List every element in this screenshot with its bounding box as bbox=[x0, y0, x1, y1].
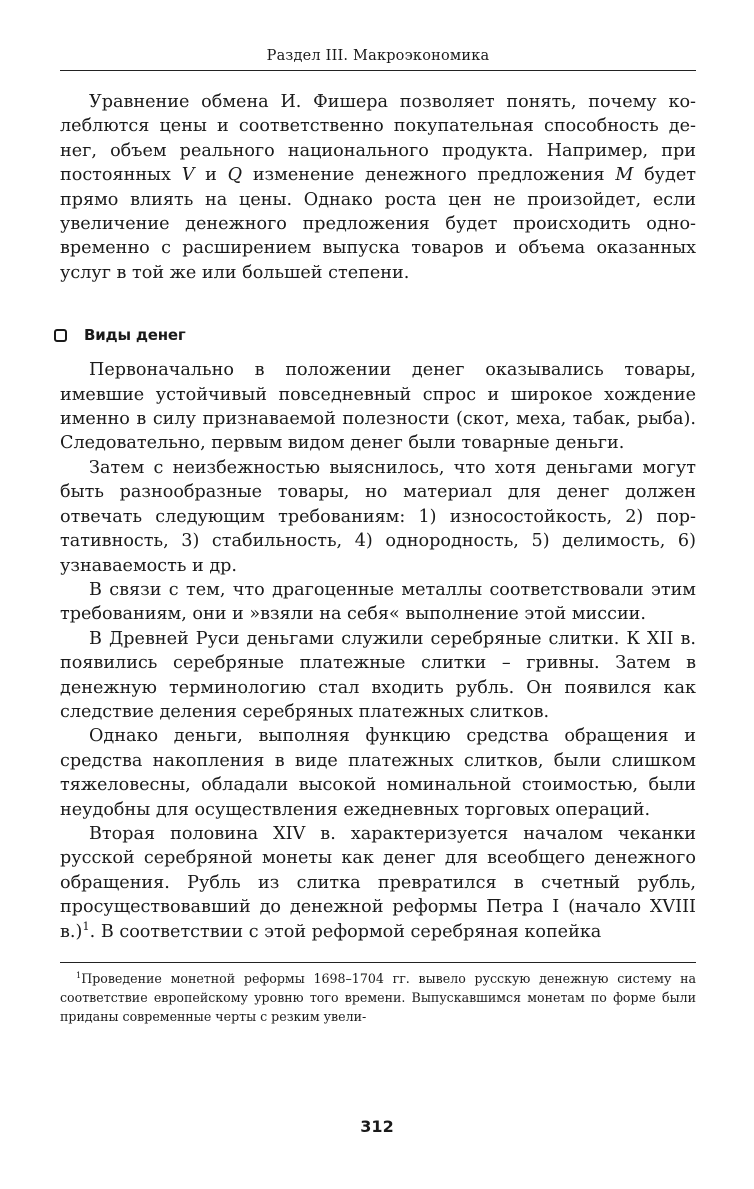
text-run: Вторая половина XIV в. характеризуется началом чеканки русской серебряной монеты как денег для всеобщего денежного обращения. Рубль из слитка превратился в счетный рубль, просуществовавший до денежной реформы Петра I (начало XVIII в.) bbox=[60, 823, 696, 942]
paragraph: В связи с тем, что драгоценные металлы соответствовали этим требованиям, они и »взяли на себя« выполнение этой миссии. bbox=[60, 579, 696, 625]
text-run: изменение денежного предложения bbox=[242, 165, 616, 186]
book-page bbox=[60, 48, 696, 1026]
variable-q: Q bbox=[227, 165, 243, 186]
paragraph: В Древней Руси деньгами служили серебряные слитки. К XII в. появились серебряные платежные слитки – гривны. Затем в денежную терминологию стал входить рубль. Он появился как следствие деления серебряных платежных слитков. bbox=[60, 628, 696, 722]
variable-m: M bbox=[615, 165, 634, 186]
footnote-text: Проведение монетной реформы 1698–1704 гг. вывело русскую денежную систему на соответствие европейскому уровню того времени. Выпускавшимся монетам по форме были приданы современные черты с резким увели- bbox=[60, 971, 696, 1024]
intro-text bbox=[60, 90, 696, 285]
text-run: Уравнение обмена И. Фишера позволяет понять, почему колеблются цены и соответственно покупательная способность денег, объем реального национального продукта. Например, при постоянных bbox=[60, 92, 696, 186]
running-head: Раздел III. Макроэкономика bbox=[60, 48, 696, 71]
text-run: будет прямо влиять на цены. Однако роста цен не произойдет, если увеличение денежного предложения будет происходить одновременно с расширением выпуска товаров и объема оказанных услуг в той же или большей степени. bbox=[60, 165, 697, 283]
footnote-ref: 1 bbox=[82, 918, 90, 933]
intro-paragraph bbox=[60, 90, 696, 285]
paragraph: Первоначально в положении денег оказывались товары, имевшие устойчивый повседневный спрос и широкое хождение именно в силу признаваемой полезности (скот, меха, табак, рыба). Следовательно, первым видом денег были товарные деньги. bbox=[60, 360, 696, 454]
paragraph: Однако деньги, выполняя функцию средства обращения и средства накопления в виде платежных слитков, были слишком тяжеловесны, обладали высокой номинальной стоимостью, были неудобны для осуществления ежедневных торговых операций. bbox=[60, 726, 696, 820]
text-run: . В соответствии с этой реформой серебряная копейка bbox=[89, 921, 602, 942]
page-number: 312 bbox=[360, 1117, 394, 1136]
footnote-divider bbox=[60, 962, 696, 963]
paragraph: Затем с неизбежностью выяснилось, что хотя деньгами могут быть разнообразные товары, но материал для денег должен отвечать следующим требованиям: 1) износостойкость, 2) портативность, 3) стабильность, 4) однородность, 5) делимость, 6) узнаваемость и др. bbox=[60, 457, 696, 576]
checkbox-icon bbox=[54, 329, 67, 342]
section-title: Виды денег bbox=[84, 326, 186, 345]
paragraph bbox=[60, 822, 696, 944]
section-body bbox=[60, 358, 696, 944]
footnote-marker: 1 bbox=[76, 969, 82, 980]
section-heading bbox=[54, 326, 696, 344]
footnote bbox=[60, 969, 696, 1026]
text-run: и bbox=[194, 165, 228, 186]
variable-v: V bbox=[181, 165, 195, 186]
